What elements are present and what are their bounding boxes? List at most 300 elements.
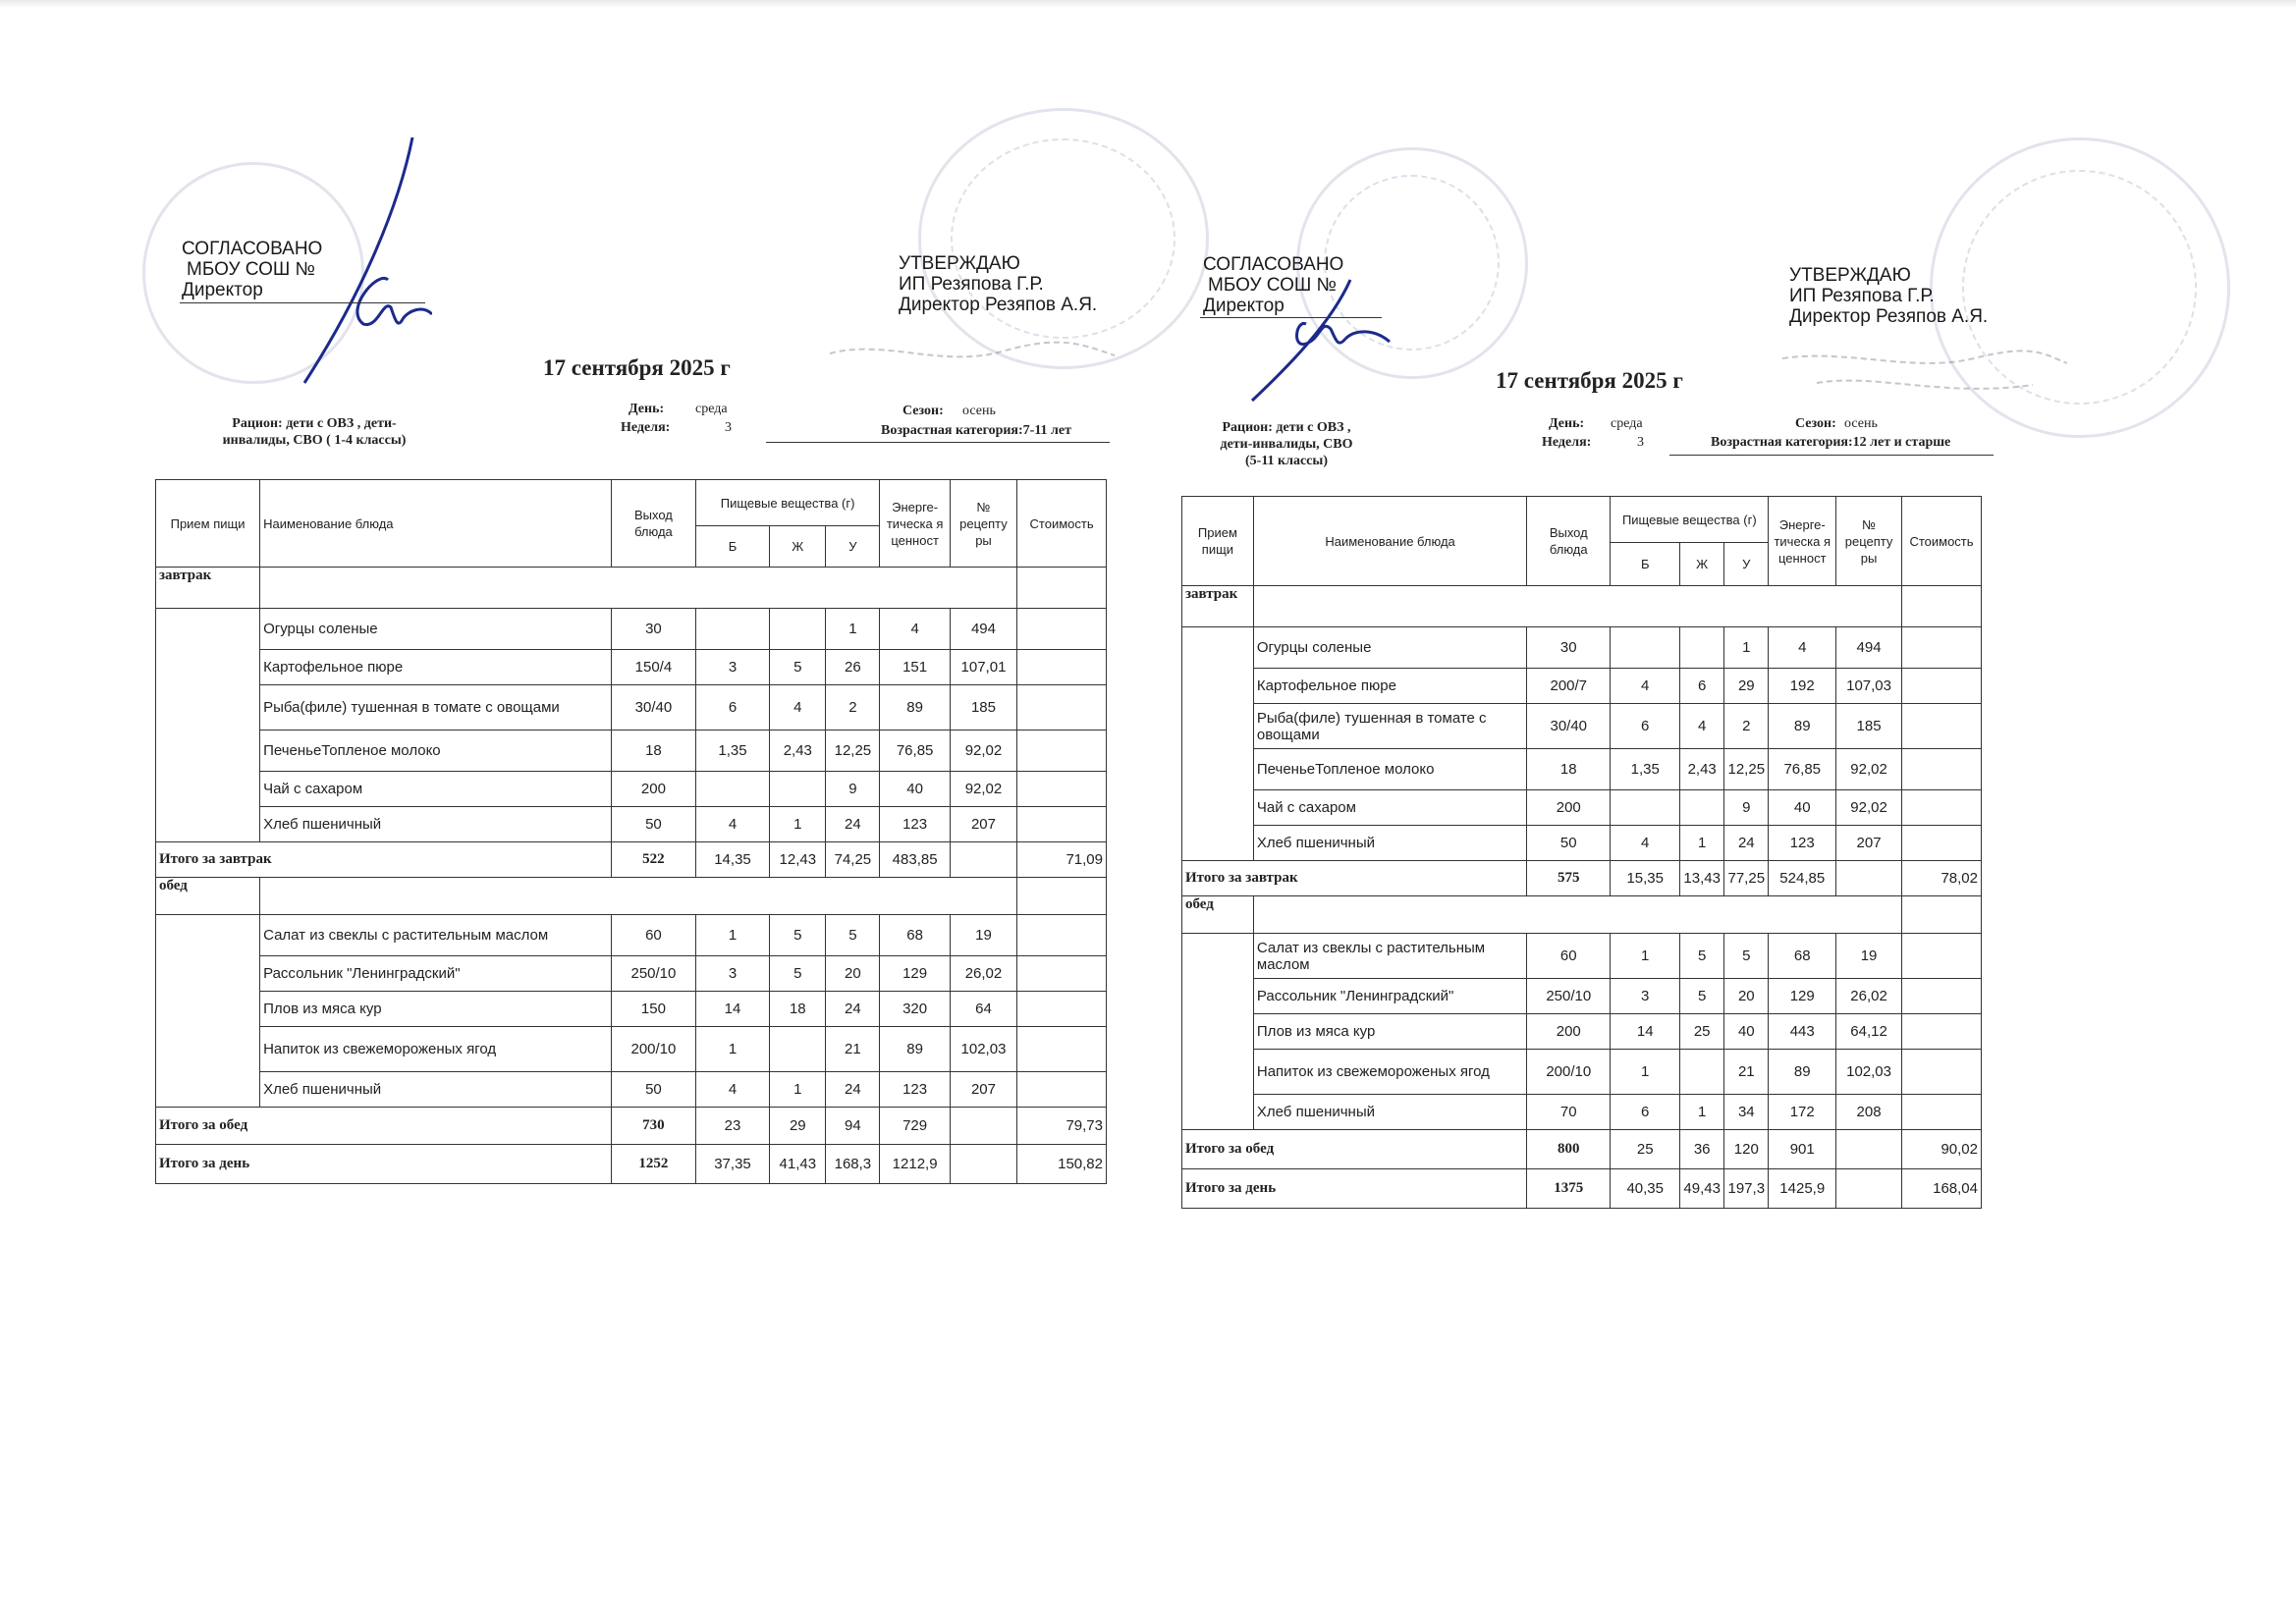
dish-recipe: 19 <box>1836 934 1902 979</box>
dish-row <box>1182 749 1982 790</box>
col-zh: Ж <box>770 526 826 568</box>
dish-fat: 4 <box>1680 704 1724 749</box>
dish-yield: 200/7 <box>1527 669 1611 704</box>
meal-cell <box>156 956 260 992</box>
dish-name: Рыба(филе) тушенная в томате с овощами <box>260 685 612 731</box>
total-yield: 730 <box>612 1108 696 1145</box>
col-nutrients: Пищевые вещества (г) <box>1611 497 1769 543</box>
dish-carbs: 26 <box>826 650 880 685</box>
dish-cost <box>1017 1072 1107 1108</box>
dish-carbs: 1 <box>826 609 880 650</box>
dish-protein: 6 <box>1611 1095 1680 1130</box>
dish-fat: 25 <box>1680 1014 1724 1050</box>
meal-cell <box>156 772 260 807</box>
dish-cost <box>1901 1050 1981 1095</box>
dish-fat: 2,43 <box>770 731 826 772</box>
dish-row <box>156 807 1107 842</box>
dish-energy: 89 <box>880 1027 950 1072</box>
total-label: Итого за завтрак <box>1182 861 1527 896</box>
section-cost-cell <box>1901 896 1981 934</box>
col-meal: Прием пищи <box>156 480 260 568</box>
age-label-left <box>881 423 1071 439</box>
round-seal-left-confirm <box>918 108 1209 369</box>
dish-fat: 1 <box>1680 1095 1724 1130</box>
dish-cost <box>1017 915 1107 956</box>
section-cost-cell <box>1017 568 1107 609</box>
dish-yield: 30 <box>612 609 696 650</box>
approved-underline-right <box>1200 317 1382 318</box>
breakfast-total-row <box>156 842 1107 878</box>
dish-row <box>156 650 1107 685</box>
scribble-right <box>1777 344 2072 412</box>
meal-cell <box>156 1072 260 1108</box>
meal-cell <box>1182 934 1254 979</box>
dish-row <box>1182 979 1982 1014</box>
dish-fat <box>1680 1050 1724 1095</box>
approved-school: МБОУ СОШ № <box>1208 275 1337 296</box>
page-top-shadow <box>0 0 2296 8</box>
total-cost: 71,09 <box>1017 842 1107 878</box>
dish-yield: 250/10 <box>1527 979 1611 1014</box>
dish-cost <box>1901 627 1981 669</box>
dish-carbs: 20 <box>1724 979 1769 1014</box>
dish-fat: 5 <box>770 915 826 956</box>
dish-fat: 1 <box>770 807 826 842</box>
meal-cell <box>156 609 260 650</box>
dish-recipe: 207 <box>950 1072 1016 1108</box>
meal-cell <box>1182 1014 1254 1050</box>
total-recipe <box>1836 1130 1902 1169</box>
dish-energy: 151 <box>880 650 950 685</box>
total-u: 74,25 <box>826 842 880 878</box>
dish-energy: 68 <box>880 915 950 956</box>
dish-energy: 40 <box>1769 790 1836 826</box>
total-cost: 168,04 <box>1901 1169 1981 1209</box>
dish-name: Чай с сахаром <box>1253 790 1526 826</box>
dish-protein: 3 <box>695 956 769 992</box>
dish-energy: 443 <box>1769 1014 1836 1050</box>
ration-line1: Рацион: дети с ОВЗ , <box>1222 420 1351 435</box>
dish-energy: 123 <box>880 807 950 842</box>
total-energy: 483,85 <box>880 842 950 878</box>
total-u: 197,3 <box>1724 1169 1769 1209</box>
dish-yield: 18 <box>612 731 696 772</box>
dish-fat: 6 <box>1680 669 1724 704</box>
total-b: 23 <box>695 1108 769 1145</box>
dish-protein <box>695 609 769 650</box>
dish-cost <box>1017 685 1107 731</box>
total-u: 120 <box>1724 1130 1769 1169</box>
dish-yield: 50 <box>612 1072 696 1108</box>
dish-carbs: 24 <box>826 1072 880 1108</box>
dish-yield: 200 <box>1527 790 1611 826</box>
total-cost: 79,73 <box>1017 1108 1107 1145</box>
total-label: Итого за день <box>1182 1169 1527 1209</box>
total-b: 25 <box>1611 1130 1680 1169</box>
dish-recipe: 494 <box>1836 627 1902 669</box>
dish-carbs: 9 <box>826 772 880 807</box>
dish-fat <box>1680 627 1724 669</box>
week-value-left: 3 <box>725 420 732 435</box>
section-lunch: обед <box>156 878 260 915</box>
dish-cost <box>1017 650 1107 685</box>
confirm-block-left <box>899 253 1097 315</box>
dish-energy: 4 <box>1769 627 1836 669</box>
dish-carbs: 24 <box>1724 826 1769 861</box>
breakfast-total-row <box>1182 861 1982 896</box>
dish-name: Плов из мяса кур <box>260 992 612 1027</box>
dish-carbs: 12,25 <box>826 731 880 772</box>
total-yield: 522 <box>612 842 696 878</box>
week-value-right: 3 <box>1637 435 1644 450</box>
dish-cost <box>1017 731 1107 772</box>
total-energy: 524,85 <box>1769 861 1836 896</box>
dish-protein: 14 <box>695 992 769 1027</box>
week-label-left: Неделя: <box>621 420 671 435</box>
col-recipe: № рецепту ры <box>950 480 1016 568</box>
menu-table-right <box>1181 496 1982 1209</box>
total-energy: 901 <box>1769 1130 1836 1169</box>
dish-yield: 200/10 <box>612 1027 696 1072</box>
dish-recipe: 92,02 <box>950 731 1016 772</box>
dish-name: Напиток из свежемороженых ягод <box>260 1027 612 1072</box>
meal-cell <box>1182 979 1254 1014</box>
dish-recipe: 92,02 <box>950 772 1016 807</box>
dish-energy: 129 <box>880 956 950 992</box>
dish-name: Рыба(филе) тушенная в томате с овощами <box>1253 704 1526 749</box>
total-b: 37,35 <box>695 1145 769 1184</box>
dish-protein: 1 <box>1611 1050 1680 1095</box>
day-value-right: среда <box>1611 416 1643 431</box>
total-zh: 12,43 <box>770 842 826 878</box>
season-label-left: Сезон: <box>902 404 944 418</box>
dish-name: Салат из свеклы с растительным маслом <box>1253 934 1526 979</box>
dish-name: Картофельное пюре <box>1253 669 1526 704</box>
dish-row <box>156 992 1107 1027</box>
dish-yield: 30 <box>1527 627 1611 669</box>
col-b: Б <box>695 526 769 568</box>
dish-fat: 4 <box>770 685 826 731</box>
dish-protein: 1 <box>695 1027 769 1072</box>
dish-cost <box>1017 609 1107 650</box>
dish-row <box>156 772 1107 807</box>
dish-carbs: 1 <box>1724 627 1769 669</box>
meal-cell <box>1182 1050 1254 1095</box>
dish-yield: 30/40 <box>612 685 696 731</box>
dish-carbs: 21 <box>1724 1050 1769 1095</box>
dish-cost <box>1017 992 1107 1027</box>
total-label: Итого за завтрак <box>156 842 612 878</box>
dish-row <box>156 915 1107 956</box>
dish-fat: 18 <box>770 992 826 1027</box>
section-lunch: обед <box>1182 896 1254 934</box>
total-energy: 1425,9 <box>1769 1169 1836 1209</box>
col-b: Б <box>1611 543 1680 586</box>
dish-energy: 123 <box>1769 826 1836 861</box>
dish-carbs: 24 <box>826 807 880 842</box>
total-cost: 150,82 <box>1017 1145 1107 1184</box>
dish-cost <box>1017 956 1107 992</box>
dish-protein: 6 <box>1611 704 1680 749</box>
dish-yield: 250/10 <box>612 956 696 992</box>
day-value-left: среда <box>695 402 728 416</box>
total-zh: 49,43 <box>1680 1169 1724 1209</box>
dish-name: Рассольник "Ленинградский" <box>260 956 612 992</box>
day-label-right: День: <box>1549 416 1585 431</box>
dish-fat <box>770 772 826 807</box>
dish-energy: 123 <box>880 1072 950 1108</box>
col-name: Наименование блюда <box>1253 497 1526 586</box>
meal-cell <box>156 731 260 772</box>
col-yield: Выход блюда <box>1527 497 1611 586</box>
dish-row <box>1182 669 1982 704</box>
dish-name: Салат из свеклы с растительным маслом <box>260 915 612 956</box>
dish-protein <box>1611 627 1680 669</box>
dish-energy: 68 <box>1769 934 1836 979</box>
lunch-total-row <box>156 1108 1107 1145</box>
dish-row <box>156 1027 1107 1072</box>
approved-underline-left <box>180 302 425 303</box>
dish-row <box>1182 704 1982 749</box>
dish-carbs: 9 <box>1724 790 1769 826</box>
dish-recipe: 64,12 <box>1836 1014 1902 1050</box>
col-zh: Ж <box>1680 543 1724 586</box>
dish-protein: 1 <box>1611 934 1680 979</box>
approved-block-left <box>182 239 322 300</box>
total-recipe <box>950 842 1016 878</box>
dish-name: Огурцы соленые <box>260 609 612 650</box>
dish-yield: 150/4 <box>612 650 696 685</box>
age-underline-right <box>1669 455 1994 456</box>
dish-protein: 3 <box>695 650 769 685</box>
dish-energy: 89 <box>1769 704 1836 749</box>
dish-recipe: 92,02 <box>1836 790 1902 826</box>
dish-carbs: 40 <box>1724 1014 1769 1050</box>
dish-cost <box>1017 772 1107 807</box>
dish-cost <box>1017 807 1107 842</box>
day-total-row <box>156 1145 1107 1184</box>
season-value-left: осень <box>962 404 996 418</box>
dish-yield: 50 <box>612 807 696 842</box>
approved-school: МБОУ СОШ № <box>187 259 315 280</box>
dish-name: Хлеб пшеничный <box>260 807 612 842</box>
dish-fat <box>1680 790 1724 826</box>
dish-carbs: 12,25 <box>1724 749 1769 790</box>
dish-recipe: 185 <box>1836 704 1902 749</box>
total-u: 94 <box>826 1108 880 1145</box>
total-yield: 800 <box>1527 1130 1611 1169</box>
dish-fat <box>770 609 826 650</box>
age-caption: Возрастная категория: <box>881 423 1023 438</box>
dish-cost <box>1901 1014 1981 1050</box>
dish-recipe: 19 <box>950 915 1016 956</box>
ration-left <box>201 415 427 449</box>
total-cost: 78,02 <box>1901 861 1981 896</box>
meal-cell <box>1182 1095 1254 1130</box>
approved-title: СОГЛАСОВАНО <box>182 239 323 259</box>
dish-protein: 4 <box>695 807 769 842</box>
meal-cell <box>156 1027 260 1072</box>
dish-cost <box>1901 1095 1981 1130</box>
dish-protein: 4 <box>1611 669 1680 704</box>
total-u: 77,25 <box>1724 861 1769 896</box>
dish-energy: 192 <box>1769 669 1836 704</box>
dish-carbs: 2 <box>826 685 880 731</box>
confirm-company: ИП Резяпова Г.Р. <box>899 274 1044 295</box>
dish-recipe: 64 <box>950 992 1016 1027</box>
total-yield: 1252 <box>612 1145 696 1184</box>
dish-row <box>1182 826 1982 861</box>
meal-cell <box>1182 790 1254 826</box>
col-yield: Выход блюда <box>612 480 696 568</box>
dish-yield: 50 <box>1527 826 1611 861</box>
menu-date-right: 17 сентября 2025 г <box>1496 368 1683 393</box>
approved-director: Директор <box>182 280 263 300</box>
total-energy: 729 <box>880 1108 950 1145</box>
total-label: Итого за обед <box>1182 1130 1527 1169</box>
dish-protein: 4 <box>695 1072 769 1108</box>
dish-protein <box>1611 790 1680 826</box>
total-label: Итого за обед <box>156 1108 612 1145</box>
total-zh: 41,43 <box>770 1145 826 1184</box>
total-zh: 36 <box>1680 1130 1724 1169</box>
dish-energy: 40 <box>880 772 950 807</box>
dish-fat: 5 <box>770 650 826 685</box>
approved-director: Директор <box>1203 296 1285 316</box>
season-value-right: осень <box>1844 416 1878 431</box>
dish-name: Рассольник "Ленинградский" <box>1253 979 1526 1014</box>
dish-row <box>1182 1050 1982 1095</box>
dish-carbs: 34 <box>1724 1095 1769 1130</box>
age-label-right <box>1711 435 1950 451</box>
meal-cell <box>1182 704 1254 749</box>
age-value: 7-11 лет <box>1022 423 1072 438</box>
total-zh: 13,43 <box>1680 861 1724 896</box>
col-cost: Стоимость <box>1901 497 1981 586</box>
menu-date-left: 17 сентября 2025 г <box>543 355 731 380</box>
section-breakfast: завтрак <box>1182 586 1254 627</box>
ration-line2: дети-инвалиды, СВО <box>1220 437 1353 452</box>
dish-energy: 76,85 <box>880 731 950 772</box>
total-recipe <box>950 1108 1016 1145</box>
meal-cell <box>1182 669 1254 704</box>
section-filler <box>260 878 1017 915</box>
dish-cost <box>1901 749 1981 790</box>
dish-name: ПеченьеТопленое молоко <box>1253 749 1526 790</box>
dish-name: ПеченьеТопленое молоко <box>260 731 612 772</box>
dish-protein: 6 <box>695 685 769 731</box>
day-total-row <box>1182 1169 1982 1209</box>
total-recipe <box>950 1145 1016 1184</box>
dish-energy: 172 <box>1769 1095 1836 1130</box>
dish-yield: 60 <box>1527 934 1611 979</box>
dish-fat: 1 <box>1680 826 1724 861</box>
dish-recipe: 26,02 <box>1836 979 1902 1014</box>
col-nutrients: Пищевые вещества (г) <box>695 480 880 526</box>
confirm-company: ИП Резяпова Г.Р. <box>1789 286 1935 306</box>
dish-carbs: 29 <box>1724 669 1769 704</box>
scribble-left <box>825 334 1120 373</box>
section-breakfast: завтрак <box>156 568 260 609</box>
dish-recipe: 208 <box>1836 1095 1902 1130</box>
meal-cell <box>1182 826 1254 861</box>
col-u: У <box>1724 543 1769 586</box>
dish-energy: 4 <box>880 609 950 650</box>
section-filler <box>260 568 1017 609</box>
col-recipe: № рецепту ры <box>1836 497 1902 586</box>
ration-line1: Рацион: дети с ОВЗ , дети- <box>232 416 397 431</box>
dish-energy: 89 <box>1769 1050 1836 1095</box>
menu-table-left <box>155 479 1107 1184</box>
dish-name: Плов из мяса кур <box>1253 1014 1526 1050</box>
dish-yield: 200 <box>1527 1014 1611 1050</box>
dish-yield: 18 <box>1527 749 1611 790</box>
dish-row <box>156 731 1107 772</box>
dish-cost <box>1901 979 1981 1014</box>
dish-recipe: 207 <box>1836 826 1902 861</box>
dish-protein: 1 <box>695 915 769 956</box>
col-energy: Энерге-тическа я ценност <box>1769 497 1836 586</box>
dish-row <box>156 685 1107 731</box>
dish-fat: 5 <box>770 956 826 992</box>
dish-recipe: 107,03 <box>1836 669 1902 704</box>
dish-fat: 5 <box>1680 934 1724 979</box>
dish-recipe: 102,03 <box>950 1027 1016 1072</box>
dish-protein: 4 <box>1611 826 1680 861</box>
dish-protein <box>695 772 769 807</box>
dish-fat: 5 <box>1680 979 1724 1014</box>
total-yield: 575 <box>1527 861 1611 896</box>
dish-yield: 200/10 <box>1527 1050 1611 1095</box>
dish-yield: 60 <box>612 915 696 956</box>
dish-fat: 1 <box>770 1072 826 1108</box>
total-energy: 1212,9 <box>880 1145 950 1184</box>
dish-row <box>156 609 1107 650</box>
dish-protein: 14 <box>1611 1014 1680 1050</box>
dish-row <box>1182 790 1982 826</box>
confirm-director: Директор Резяпов А.Я. <box>899 295 1098 315</box>
total-u: 168,3 <box>826 1145 880 1184</box>
dish-row <box>156 1072 1107 1108</box>
confirm-title: УТВЕРЖДАЮ <box>899 253 1020 274</box>
total-zh: 29 <box>770 1108 826 1145</box>
dish-carbs: 24 <box>826 992 880 1027</box>
dish-cost <box>1901 704 1981 749</box>
meal-cell <box>156 807 260 842</box>
confirm-director: Директор Резяпов А.Я. <box>1789 306 1989 327</box>
total-cost: 90,02 <box>1901 1130 1981 1169</box>
confirm-title: УТВЕРЖДАЮ <box>1789 265 1911 286</box>
dish-yield: 30/40 <box>1527 704 1611 749</box>
dish-name: Напиток из свежемороженых ягод <box>1253 1050 1526 1095</box>
dish-fat: 2,43 <box>1680 749 1724 790</box>
dish-cost <box>1901 669 1981 704</box>
total-recipe <box>1836 861 1902 896</box>
col-energy: Энерге-тическа я ценност <box>880 480 950 568</box>
col-cost: Стоимость <box>1017 480 1107 568</box>
dish-carbs: 20 <box>826 956 880 992</box>
total-recipe <box>1836 1169 1902 1209</box>
approved-block-right <box>1203 254 1343 316</box>
dish-row <box>1182 934 1982 979</box>
dish-recipe: 102,03 <box>1836 1050 1902 1095</box>
age-value: 12 лет и старше <box>1852 435 1951 450</box>
dish-carbs: 2 <box>1724 704 1769 749</box>
total-b: 15,35 <box>1611 861 1680 896</box>
dish-carbs: 5 <box>826 915 880 956</box>
col-name: Наименование блюда <box>260 480 612 568</box>
dish-yield: 150 <box>612 992 696 1027</box>
